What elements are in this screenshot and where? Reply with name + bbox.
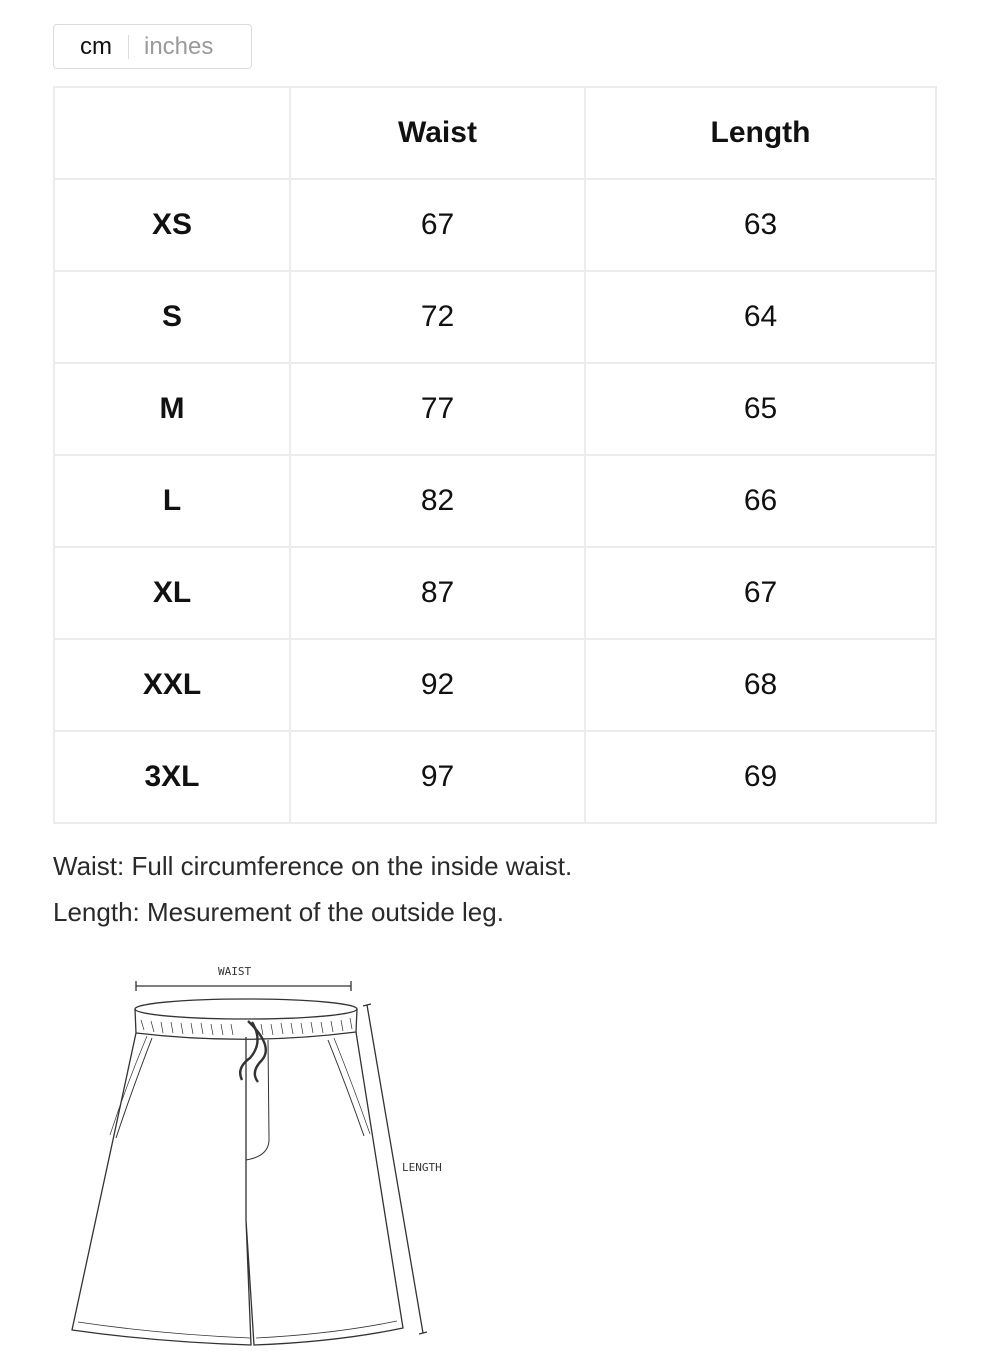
length-note: Length: Mesurement of the outside leg. <box>53 897 504 927</box>
size-cell: XS <box>54 179 290 271</box>
header-waist: Waist <box>290 87 585 179</box>
length-cell: 69 <box>585 731 936 823</box>
unit-toggle <box>53 24 252 69</box>
waist-cell: 87 <box>290 547 585 639</box>
waist-diagram-label: WAIST <box>218 965 252 978</box>
length-cell: 66 <box>585 455 936 547</box>
shorts-diagram <box>66 960 456 1360</box>
header-length: Length <box>585 87 936 179</box>
table-row <box>54 179 936 271</box>
table-row <box>54 455 936 547</box>
length-cell: 68 <box>585 639 936 731</box>
waist-note: Waist: Full circumference on the inside waist. <box>53 851 573 881</box>
waist-cell: 77 <box>290 363 585 455</box>
waist-cell: 82 <box>290 455 585 547</box>
size-cell: M <box>54 363 290 455</box>
table-row <box>54 731 936 823</box>
unit-cm-button[interactable]: cm <box>80 33 112 60</box>
size-cell: XL <box>54 547 290 639</box>
length-cell: 67 <box>585 547 936 639</box>
waist-cell: 72 <box>290 271 585 363</box>
header-size <box>54 87 290 179</box>
size-cell: XXL <box>54 639 290 731</box>
waist-cell: 97 <box>290 731 585 823</box>
length-cell: 64 <box>585 271 936 363</box>
table-row <box>54 363 936 455</box>
unit-inches-button[interactable]: inches <box>144 33 214 60</box>
length-diagram-label: LENGTH <box>402 1161 442 1174</box>
size-cell: 3XL <box>54 731 290 823</box>
size-cell: S <box>54 271 290 363</box>
size-chart-table <box>53 86 937 824</box>
size-cell: L <box>54 455 290 547</box>
waist-cell: 92 <box>290 639 585 731</box>
length-cell: 63 <box>585 179 936 271</box>
waist-cell: 67 <box>290 179 585 271</box>
table-row <box>54 639 936 731</box>
measurement-notes <box>53 843 572 935</box>
length-cell: 65 <box>585 363 936 455</box>
table-row <box>54 547 936 639</box>
table-row <box>54 271 936 363</box>
unit-divider <box>128 35 129 59</box>
table-header-row <box>54 87 936 179</box>
